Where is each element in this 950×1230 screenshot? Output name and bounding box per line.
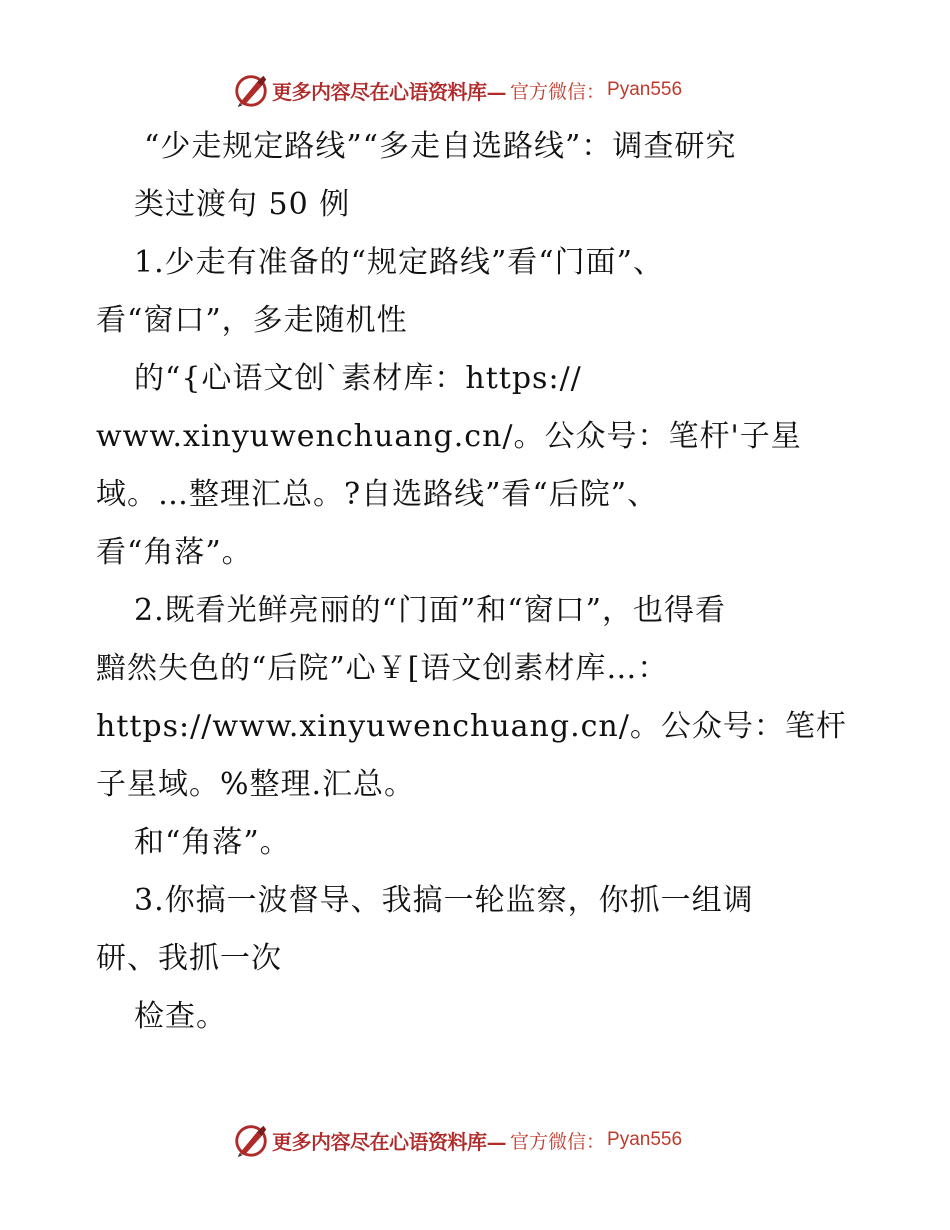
paragraph-line: 看“窗口”，多走随机性 [96,303,408,338]
title-line-2: 类过渡句 50 例 [134,187,351,222]
paragraph-line: 黯然失色的“后院”心￥[语文创素材库…： [96,651,669,686]
footer-brand-text: 更多内容尽在心语资料库— [272,1129,506,1154]
paragraph-line: 3.你搞一波督导、我搞一轮监察，你抓一组调 [134,883,754,918]
paragraph-line: 看“角落”。 [96,535,253,570]
header-wechat-label: 官方微信： [510,80,606,103]
paragraph-line: 域。…整理汇总。?自选路线”看“后院”、 [96,477,659,512]
paragraph-line: 子星域。%整理.汇总。 [96,767,416,802]
paragraph-line: 和“角落”。 [134,825,291,860]
footer-wechat-label: 官方微信： [510,1130,606,1153]
footer-banner [232,1120,682,1160]
header-brand-text: 更多内容尽在心语资料库— [272,79,506,104]
pen-logo-icon [232,71,270,109]
paragraph-line: 2.既看光鲜亮丽的“门面”和“窗口”，也得看 [134,593,726,628]
footer-wechat-id: Pyan556 [607,1129,683,1150]
paragraph-line: www.xinyuwenchuang.cn/。公众号：笔杆'子星 [96,419,802,454]
header-wechat-id: Pyan556 [607,79,683,100]
paragraph-line: 的“{心语文创`素材库：https:// [134,361,582,396]
document-body [96,118,856,1046]
header-banner [232,70,682,110]
title-line-1: “少走规定路线”“多走自选路线”：调查研究 [144,129,737,164]
paragraph-line: 1.少走有准备的“规定路线”看“门面”、 [134,245,664,280]
paragraph-line: 研、我抓一次 [96,941,282,976]
paragraph-line: https://www.xinyuwenchuang.cn/。公众号：笔杆 [96,709,847,744]
paragraph-line: 检查。 [134,999,227,1034]
pen-logo-icon [232,1121,270,1159]
